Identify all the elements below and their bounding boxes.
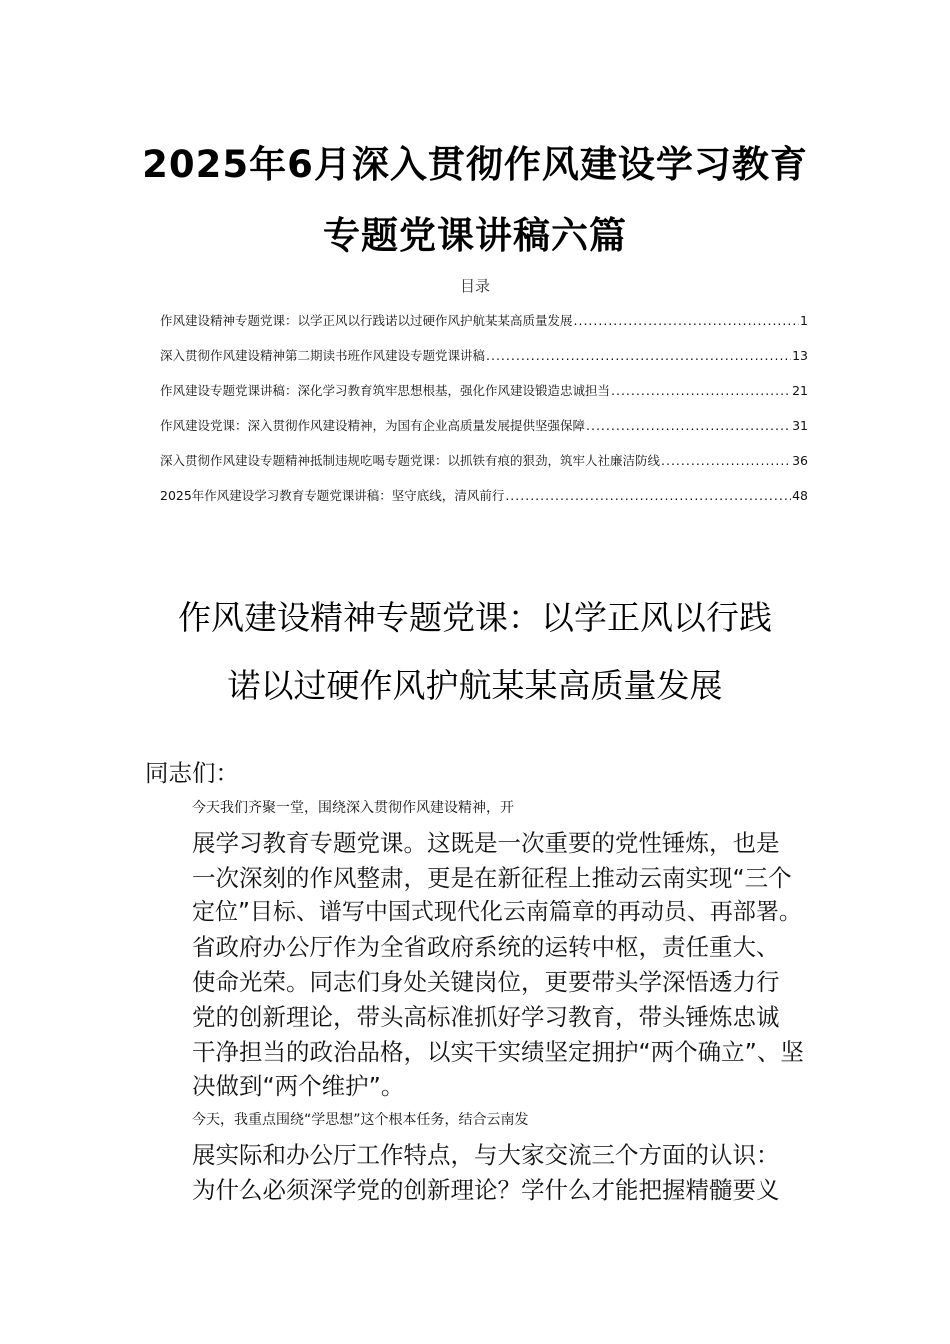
toc-leader-dots [486, 347, 791, 365]
paragraph-line: 使命光荣。同志们身处关键岗位，更要带头学深悟透力行 [192, 967, 780, 996]
paragraph-line: 今天我们齐聚一堂，围绕深入贯彻作风建设精神，开 [192, 800, 514, 816]
paragraph-1 [145, 791, 810, 1104]
toc-heading: 目录 [459, 277, 490, 295]
toc-entry-label: 深入贯彻作风建设精神第二期读书班作风建设专题党课讲稿 [160, 348, 486, 363]
salutation: 同志们： [145, 759, 239, 787]
paragraph-line: 今天，我重点围绕“学思想”这个根本任务，结合云南发 [192, 1112, 529, 1128]
document-title-line-2: 专题党课讲稿六篇 [323, 214, 627, 257]
toc-entry[interactable] [160, 382, 808, 417]
document-title-line-1: 2025年6月深入贯彻作风建设学习教育 [142, 143, 808, 186]
toc-entry[interactable] [160, 452, 808, 487]
toc-entry-page: 31 [792, 418, 808, 433]
toc-leader-dots [611, 382, 791, 400]
toc-entry[interactable] [160, 312, 808, 347]
paragraph-line: 省政府办公厅作为全省政府系统的运转中枢，责任重大、 [192, 933, 780, 962]
paragraph-line: 党的创新理论，带头高标准抓好学习教育，带头锤炼忠诚 [192, 1002, 780, 1031]
toc-entry-label: 深入贯彻作风建设专题精神抵制违规吃喝专题党课：以抓铁有痕的狠劲，筑牢人社廉洁防线 [160, 453, 661, 468]
toc-entry-page: 13 [792, 348, 808, 363]
toc-entry[interactable] [160, 417, 808, 452]
toc-leader-dots [586, 417, 791, 435]
paragraph-line: 定位”目标、谱写中国式现代化云南篇章的再动员、再部署。 [192, 899, 802, 926]
toc-leader-dots [505, 487, 791, 505]
toc-leader-dots [661, 452, 791, 470]
toc-entry-label: 作风建设精神专题党课：以学正风以行践诺以过硬作风护航某某高质量发展 [160, 313, 573, 328]
toc-entry-page: 48 [792, 488, 808, 503]
table-of-contents [160, 312, 808, 522]
toc-entry-label: 作风建设党课：深入贯彻作风建设精神，为国有企业高质量发展提供坚强保障 [160, 418, 586, 433]
toc-entry-page: 21 [792, 383, 808, 398]
toc-entry[interactable] [160, 487, 808, 522]
paragraph-line: 干净担当的政治品格，以实干实绩坚定拥护“两个确立”、坚 [192, 1037, 804, 1066]
paragraph-2 [145, 1103, 810, 1207]
paragraph-line: 为什么必须深学党的创新理论？学什么才能把握精髓要义 [192, 1175, 780, 1204]
section-title-line-2: 诺以过硬作风护航某某高质量发展 [227, 666, 723, 705]
toc-entry-label: 2025年作风建设学习教育专题党课讲稿：坚守底线，清风前行 [160, 488, 505, 503]
paragraph-line: 决做到“两个维护”。 [192, 1072, 405, 1101]
paragraph-line: 一次深刻的作风整肃，更是在新征程上推动云南实现“三个 [192, 863, 792, 892]
toc-entry-page: 36 [792, 453, 808, 468]
paragraph-line: 展学习教育专题党课。这既是一次重要的党性锤炼，也是 [192, 828, 780, 857]
toc-entry-label: 作风建设专题党课讲稿：深化学习教育筑牢思想根基，强化作风建设锻造忠诚担当 [160, 383, 611, 398]
paragraph-line: 展实际和办公厅工作特点，与大家交流三个方面的认识： [192, 1140, 780, 1169]
toc-leader-dots [574, 312, 800, 330]
toc-entry-page: 1 [800, 313, 808, 328]
section-title-line-1: 作风建设精神专题党课：以学正风以行践 [178, 598, 772, 637]
toc-entry[interactable] [160, 347, 808, 382]
